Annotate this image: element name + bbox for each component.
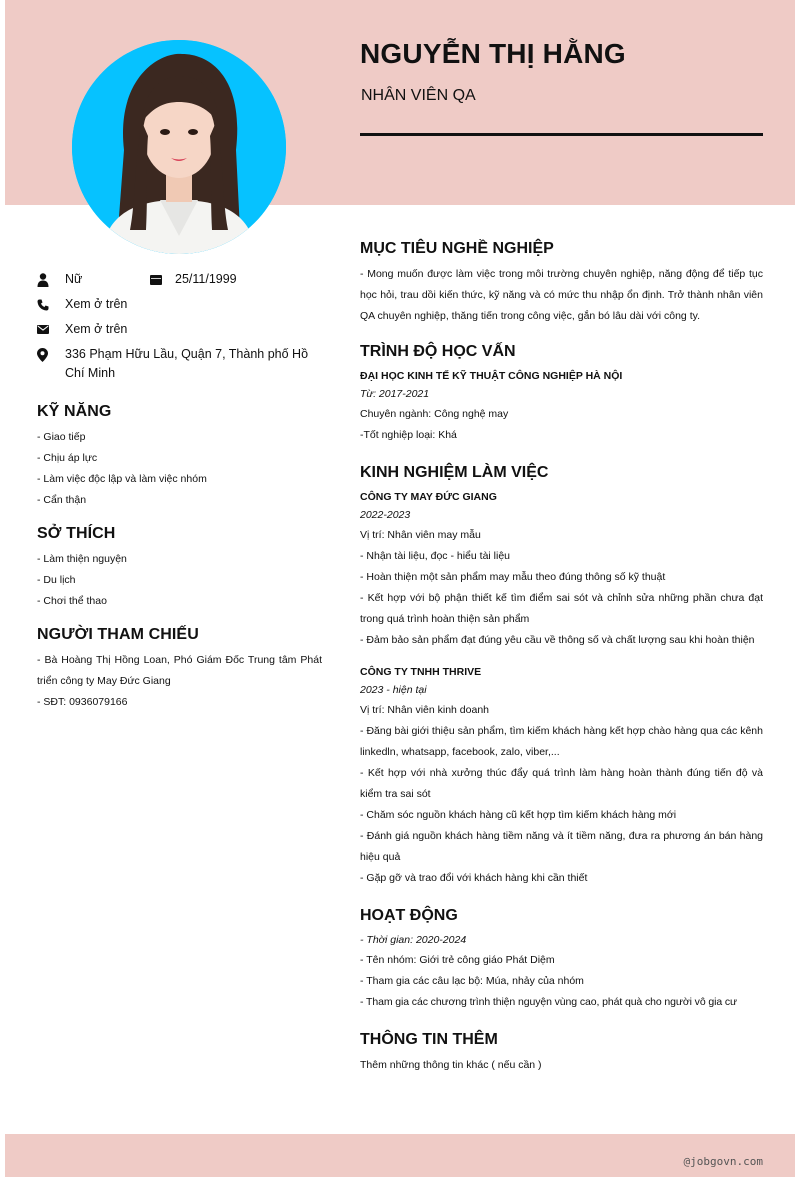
calendar-icon xyxy=(150,270,175,289)
job-line: - Kết hợp với nhà xưởng thúc đẩy quá trình làm hàng hoàn thành đúng tiến độ và kiểm tra sai sót xyxy=(360,767,763,800)
company-name: CÔNG TY TNHH THRIVE xyxy=(360,666,482,678)
left-column xyxy=(37,270,322,713)
education-grade: -Tốt nghiệp loại: Khá xyxy=(360,429,457,441)
job-line: - Chăm sóc nguồn khách hàng cũ kết hợp tìm kiếm khách hàng mới xyxy=(360,809,677,821)
footer-band xyxy=(5,1134,795,1177)
candidate-title: NHÂN VIÊN QA xyxy=(361,87,476,104)
education-major: Chuyên ngành: Công nghệ may xyxy=(360,408,509,420)
company-name: CÔNG TY MAY ĐỨC GIANG xyxy=(360,491,497,503)
job-period: 2022-2023 xyxy=(360,509,411,521)
list-item: - Giao tiếp xyxy=(37,431,86,443)
job-line: Vị trí: Nhân viên kinh doanh xyxy=(360,704,489,716)
gender-dob-row xyxy=(37,270,322,295)
job-entry xyxy=(360,663,763,889)
phone-value: Xem ở trên xyxy=(65,297,128,311)
phone-row xyxy=(37,295,322,314)
objective-title: MỤC TIÊU NGHỀ NGHIỆP xyxy=(360,240,554,257)
activities-section xyxy=(360,907,763,1013)
reference-phone: - SĐT: 0936079166 xyxy=(37,696,128,708)
list-item: - Chơi thể thao xyxy=(37,595,107,607)
address-row xyxy=(37,345,322,383)
person-icon xyxy=(37,270,65,289)
additional-section xyxy=(360,1031,763,1076)
job-line: - Gặp gỡ và trao đổi với khách hàng khi cần thiết xyxy=(360,872,588,884)
job-line: - Kết hợp với bộ phận thiết kế tìm điểm sai sót và chỉnh sửa những phần chưa đạt trong quá trình hoàn thiện sản phẩm xyxy=(360,592,763,625)
list-item: - Du lịch xyxy=(37,574,76,586)
experience-section xyxy=(360,464,763,889)
reference-person: - Bà Hoàng Thị Hồng Loan, Phó Giám Đốc Trung tâm Phát triển công ty May Đức Giang xyxy=(37,654,322,687)
activities-title: HOẠT ĐỘNG xyxy=(360,907,458,924)
job-line: - Nhận tài liệu, đọc - hiểu tài liệu xyxy=(360,550,510,562)
activity-line: - Tham gia các câu lạc bộ: Múa, nhảy của nhóm xyxy=(360,975,584,987)
gender-row xyxy=(37,270,150,289)
list-item: - Chịu áp lực xyxy=(37,452,98,464)
profile-photo xyxy=(72,40,286,254)
references-section xyxy=(37,626,322,713)
job-period: 2023 - hiện tại xyxy=(360,684,427,696)
activity-line: - Tham gia các chương trình thiện nguyện vùng cao, phát quà cho người vô gia cư xyxy=(360,996,737,1008)
phone-icon xyxy=(37,295,65,314)
location-pin-icon xyxy=(37,345,65,364)
additional-text: Thêm những thông tin khác ( nếu cần ) xyxy=(360,1059,542,1071)
address-value: 336 Phạm Hữu Lầu, Quận 7, Thành phố Hồ Chí Minh xyxy=(65,347,309,380)
candidate-name: NGUYỄN THỊ HẰNG xyxy=(360,38,626,69)
right-column xyxy=(360,240,763,1076)
job-line: - Đảm bảo sản phẩm đạt đúng yêu cầu về thông số và chất lượng sau khi hoàn thiện xyxy=(360,634,755,646)
job-line: - Đánh giá nguồn khách hàng tiềm năng và ít tiềm năng, đưa ra phương án bán hàng hiệu quả xyxy=(360,830,763,863)
activity-line: - Tên nhóm: Giới trẻ công giáo Phát Diệm xyxy=(360,954,555,966)
skills-title: KỸ NĂNG xyxy=(37,403,112,420)
email-value: Xem ở trên xyxy=(65,322,128,336)
education-period: Từ: 2017-2021 xyxy=(360,388,430,400)
activities-period: - Thời gian: 2020-2024 xyxy=(360,934,467,946)
job-line: - Hoàn thiện một sản phẩm may mẫu theo đúng thông số kỹ thuật xyxy=(360,571,666,583)
gender-value: Nữ xyxy=(65,272,83,286)
job-line: Vị trí: Nhân viên may mẫu xyxy=(360,529,481,541)
list-item: - Làm thiện nguyện xyxy=(37,553,127,565)
objective-text: - Mong muốn được làm việc trong môi trường chuyên nghiệp, năng động để tiếp tục học hỏi, trau dồi kiến thức, kỹ năng và có mức thu nhập ổn định. Trở thành nhân viên QA chuyên nghiệp, thăng tiến trong công việc, gắn bó lâu dài với công ty. xyxy=(360,268,763,322)
job-entry xyxy=(360,488,763,651)
dob-row xyxy=(150,270,237,289)
education-title: TRÌNH ĐỘ HỌC VẤN xyxy=(360,343,516,360)
title-divider xyxy=(360,133,763,136)
footer-brand: @jobgovn.com xyxy=(683,1155,763,1168)
additional-title: THÔNG TIN THÊM xyxy=(360,1031,498,1048)
hobbies-section xyxy=(37,525,322,612)
hobbies-title: SỞ THÍCH xyxy=(37,525,116,542)
education-section xyxy=(360,343,763,446)
skills-section xyxy=(37,403,322,511)
dob-value: 25/11/1999 xyxy=(175,272,237,286)
references-title: NGƯỜI THAM CHIẾU xyxy=(37,626,199,643)
job-line: - Đăng bài giới thiệu sản phẩm, tìm kiếm khách hàng kết hợp chào hàng qua các kênh linkedln, whatsapp, facebook, zalo, viber,... xyxy=(360,725,763,758)
objective-section xyxy=(360,240,763,327)
experience-title: KINH NGHIỆM LÀM VIỆC xyxy=(360,464,549,481)
email-row xyxy=(37,320,322,339)
list-item: - Làm việc độc lập và làm việc nhóm xyxy=(37,473,207,485)
email-icon xyxy=(37,320,65,339)
school-name: ĐẠI HỌC KINH TẾ KỸ THUẬT CÔNG NGHIỆP HÀ NỘI xyxy=(360,370,623,382)
list-item: - Cẩn thận xyxy=(37,494,87,506)
